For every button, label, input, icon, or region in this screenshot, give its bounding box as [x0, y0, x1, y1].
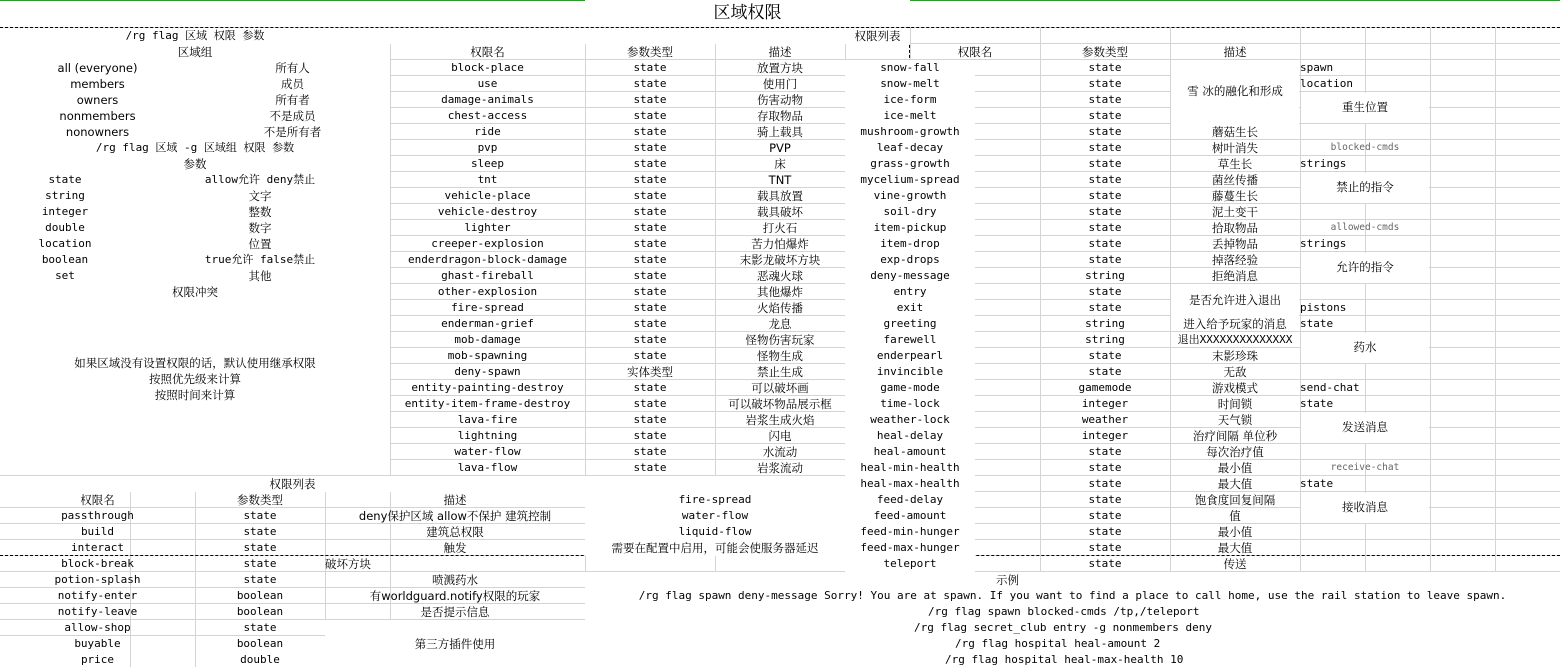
entry-desc: 是否允许进入退出 [1189, 293, 1281, 307]
flag-desc: 恶魂火球 [757, 269, 803, 283]
flag-desc: 草生长 [1217, 157, 1253, 171]
flag-type: state [633, 221, 667, 234]
flag-name: invincible [845, 364, 975, 380]
flag-name: interact [71, 541, 124, 554]
flag-name: damage-animals [441, 93, 534, 106]
flag-desc: 进入给予玩家的消息 [1183, 317, 1287, 331]
flag-name: lightning [457, 429, 518, 442]
flag-name: greeting [845, 316, 975, 332]
page-title: 区域权限 [713, 3, 782, 23]
flag-type: state [1300, 397, 1334, 410]
config-flag: water-flow [681, 509, 749, 522]
flag-name: ghast-fireball [441, 269, 534, 282]
flag-name: mob-damage [454, 333, 521, 346]
flag-type: state [1088, 301, 1122, 314]
flag-type: state [1088, 205, 1122, 218]
flag-name: fire-spread [451, 301, 524, 314]
flag-name: passthrough [61, 509, 134, 522]
flag-type: state [1300, 477, 1334, 490]
flag-name: price [80, 653, 115, 666]
flag-desc: 载具放置 [757, 189, 803, 203]
flag-desc: TNT [768, 173, 792, 187]
example-command: /rg flag hospital heal-amount 2 [955, 637, 1161, 650]
param-name: state [48, 173, 82, 186]
param-desc: true允许 false禁止 [204, 253, 316, 266]
flag-type: state [633, 93, 667, 106]
group-header: 区域组 [177, 45, 213, 59]
flag-name: enderpearl [845, 348, 975, 364]
flag-desc: 有worldguard.notify权限的玩家 [369, 589, 541, 603]
flag-name: farewell [845, 332, 975, 348]
param-desc: allow允许 deny禁止 [204, 173, 316, 186]
flag-desc: 苦力怕爆炸 [751, 237, 809, 251]
flag-type: location [1300, 77, 1353, 90]
flag-type: state [633, 253, 667, 266]
flag-type: boolean [236, 589, 284, 602]
flag-desc: 是否提示信息 [420, 605, 490, 619]
flag-type: state [633, 77, 667, 90]
flag-desc: 可以破坏画 [751, 381, 809, 395]
group-name: nonowners [65, 125, 130, 139]
col-header-desc: 描述 [1223, 45, 1247, 59]
flag-desc: deny保护区域 allow不保护 建筑控制 [358, 509, 552, 523]
flag-name: tnt [477, 173, 498, 186]
flag-type: state [1088, 125, 1122, 138]
flag-type: state [633, 413, 667, 426]
flag-desc: 火焰传播 [757, 301, 803, 315]
group-name: all (everyone) [57, 61, 138, 75]
flag-type: string [1085, 333, 1125, 346]
param-header: 参数 [183, 157, 207, 171]
param-name: double [45, 221, 85, 234]
config-flag: fire-spread [678, 493, 752, 506]
flag-name: leaf-decay [845, 140, 975, 156]
flag-desc: 蘑菇生长 [1212, 125, 1258, 139]
flag-desc: 禁止的指令 [1336, 180, 1394, 194]
flag-name: grass-growth [845, 156, 975, 172]
flag-type: state [1088, 157, 1122, 170]
flag-desc: 骑上载具 [757, 125, 803, 139]
flag-name: item-drop [845, 236, 975, 252]
flag-name: heal-amount [845, 444, 975, 460]
flag-desc: 允许的指令 [1336, 260, 1394, 274]
flag-desc: 接收消息 [1342, 500, 1388, 514]
flag-desc: 第三方插件使用 [414, 637, 496, 651]
flag-name: send-chat [1300, 381, 1360, 394]
flag-name: pistons [1300, 301, 1347, 314]
flag-type: boolean [236, 605, 284, 618]
flag-type: state [633, 141, 667, 154]
flag-desc: 破坏方块 [325, 557, 371, 571]
flag-name: notify-enter [57, 589, 138, 602]
flag-type: state [1088, 477, 1122, 490]
flag-name: allowed-cmds [1330, 222, 1400, 233]
flag-name: item-pickup [845, 220, 975, 236]
flag-desc: 传送 [1223, 557, 1247, 571]
flag-desc: 无敌 [1223, 365, 1247, 379]
param-name: integer [41, 205, 89, 218]
flag-name: deny-message [845, 268, 975, 284]
group-desc: 不是所有者 [263, 125, 322, 139]
flag-desc: PVP [769, 141, 791, 155]
flag-name: spawn [1300, 61, 1334, 74]
flag-name: game-mode [845, 380, 975, 396]
col-header-desc: 描述 [443, 493, 467, 507]
flag-name: sleep [470, 157, 505, 170]
flag-name: feed-amount [845, 508, 975, 524]
flag-desc: 最小值 [1217, 461, 1253, 475]
flag-type: state [243, 509, 277, 522]
flag-desc: 放置方块 [757, 61, 803, 75]
flag-type: state [243, 573, 277, 586]
flag-name: feed-delay [845, 492, 975, 508]
flag-name: buyable [74, 637, 121, 650]
flag-name: use [477, 77, 498, 90]
flag-desc: 值 [1229, 509, 1241, 523]
flag-desc: 触发 [443, 541, 467, 555]
flag-desc: 重生位置 [1342, 100, 1388, 114]
flag-name: entry [845, 284, 975, 300]
flag-name: weather-lock [845, 412, 975, 428]
flag-name: teleport [845, 556, 975, 572]
example-command: /rg flag hospital heal-max-health 10 [945, 653, 1184, 666]
flag-type: state [633, 173, 667, 186]
flag-name: lighter [464, 221, 511, 234]
flag-desc: 每次治疗值 [1206, 445, 1264, 459]
flag-type: state [633, 157, 667, 170]
flag-name: heal-delay [845, 428, 975, 444]
flag-desc: 其他爆炸 [757, 285, 803, 299]
flag-name: entity-item-frame-destroy [404, 397, 571, 410]
flag-command: /rg flag 区域 权限 参数 [125, 29, 265, 42]
flag-type: state [1088, 253, 1122, 266]
flag-desc: 载具破坏 [757, 205, 803, 219]
flag-desc: 存取物品 [757, 109, 803, 123]
group-name: owners [76, 93, 119, 107]
col-header-name: 权限名 [957, 45, 993, 59]
flag-name: vine-growth [845, 188, 975, 204]
flag-name: creeper-explosion [431, 237, 544, 250]
flag-desc: 最大值 [1217, 541, 1253, 555]
flag-type: state [633, 381, 667, 394]
flag-name: enderdragon-block-damage [408, 253, 567, 266]
flag-type: integer [1081, 429, 1129, 442]
flag-name: ice-melt [845, 108, 975, 124]
flag-type: state [1088, 493, 1122, 506]
conflict-rule: 如果区域没有设置权限的话，默认使用继承权限 [74, 356, 316, 370]
param-desc: 整数 [248, 205, 272, 219]
flag-type: double [240, 653, 280, 666]
flag-name: water-flow [454, 445, 521, 458]
flag-name: blocked-cmds [1330, 142, 1400, 153]
flag-name: notify-leave [57, 605, 138, 618]
flag-desc: 末影龙破坏方块 [739, 253, 821, 267]
flag-type: state [633, 429, 667, 442]
flag-type: state [1088, 189, 1122, 202]
flag-desc: 建筑总权限 [426, 525, 484, 539]
flag-type: state [1088, 541, 1122, 554]
flag-desc: 怪物生成 [757, 349, 803, 363]
flag-desc: 泥土变干 [1212, 205, 1258, 219]
flag-type: state [243, 621, 277, 634]
flag-type: strings [1300, 237, 1347, 250]
flag-type: boolean [236, 637, 284, 650]
flag-type: state [633, 317, 667, 330]
flag-type: state [1088, 445, 1122, 458]
flag-type: state [633, 445, 667, 458]
param-desc: 文字 [248, 189, 272, 203]
flag-name: feed-max-hunger [845, 540, 975, 556]
flag-type: state [1088, 61, 1122, 74]
conflict-header: 权限冲突 [172, 285, 218, 299]
flag-type: state [1300, 317, 1334, 330]
flag-type: state [1088, 173, 1122, 186]
flag-name: build [80, 525, 115, 538]
flag-type: state [1088, 237, 1122, 250]
conflict-rule: 按照时间来计算 [154, 388, 236, 402]
flag-type: state [633, 349, 667, 362]
flag-type: state [1088, 525, 1122, 538]
flag-desc: 发送消息 [1342, 420, 1388, 434]
flag-desc: 水流动 [762, 445, 798, 459]
flag-desc: 时间锁 [1217, 397, 1253, 411]
flag-type: state [1088, 349, 1122, 362]
group-name: members [70, 77, 125, 91]
flag-type: state [243, 541, 277, 554]
flag-desc: 丢掉物品 [1212, 237, 1258, 251]
param-desc: 数字 [248, 221, 272, 235]
flag-type: state [1088, 509, 1122, 522]
flag-name: mob-spawning [447, 349, 528, 362]
flag-desc: 药水 [1353, 340, 1377, 354]
flag-type: gamemode [1078, 381, 1132, 394]
flag-desc: 喷溅药水 [432, 573, 478, 587]
flag-name: entity-painting-destroy [411, 381, 564, 394]
config-note: 需要在配置中启用，可能会使服务器延迟 [611, 541, 819, 555]
flag-name: allow-shop [64, 621, 131, 634]
flag-desc: 怪物伤害玩家 [745, 333, 815, 347]
flag-name: block-place [451, 61, 524, 74]
param-name: boolean [41, 253, 89, 266]
group-desc: 不是成员 [269, 109, 316, 123]
flag-name: mushroom-growth [845, 124, 975, 140]
flag-type: state [633, 333, 667, 346]
param-name: string [45, 189, 85, 202]
flag-name: mycelium-spread [845, 172, 975, 188]
col-header-name: 权限名 [80, 493, 115, 507]
flag-name: exp-drops [845, 252, 975, 268]
flag-name: exit [845, 300, 975, 316]
param-desc: 位置 [248, 237, 272, 251]
flag-desc: 禁止生成 [757, 365, 803, 379]
flag-type: state [243, 525, 277, 538]
col-header-type: 参数类型 [627, 45, 673, 59]
col-header-type: 参数类型 [237, 493, 283, 507]
example-command: /rg flag spawn deny-message Sorry! You are at spawn. If you want to find a place to call home, use the rail station to leave spawn. [638, 589, 1507, 602]
flag-name: snow-fall [845, 60, 975, 76]
flag-type: state [1088, 365, 1122, 378]
flag-desc: 可以破坏物品展示框 [728, 397, 832, 411]
flag-desc: 游戏模式 [1212, 381, 1258, 395]
flag-type: state [633, 269, 667, 282]
flag-name: block-break [61, 557, 134, 570]
flag-desc: 末影珍珠 [1212, 349, 1258, 363]
flag-name: lava-flow [457, 461, 518, 474]
group-flag-command: /rg flag 区域 -g 区域组 权限 参数 [95, 141, 295, 154]
flag-name: snow-melt [845, 76, 975, 92]
flag-type: state [633, 461, 667, 474]
group-desc: 成员 [281, 77, 304, 91]
flag-name: receive-chat [1330, 462, 1400, 473]
flag-desc: 治疗间隔 单位秒 [1192, 429, 1278, 443]
flag-list-header-2: 权限列表 [269, 477, 316, 491]
flag-desc: 最小值 [1217, 525, 1253, 539]
example-command: /rg flag secret_club entry -g nonmembers deny [914, 621, 1213, 634]
col-header-name: 权限名 [470, 45, 505, 59]
flag-name: ride [474, 125, 501, 138]
flag-type: 实体类型 [627, 365, 673, 379]
flag-type: string [1085, 317, 1125, 330]
flag-desc: 床 [774, 157, 786, 171]
flag-desc: 使用门 [762, 77, 798, 91]
flag-desc: 掉落经验 [1212, 253, 1258, 267]
flag-type: state [633, 301, 667, 314]
examples-header: 示例 [996, 573, 1019, 587]
flag-desc: 闪电 [768, 429, 792, 443]
flag-desc: 最大值 [1217, 477, 1253, 491]
flag-desc: 岩浆流动 [757, 461, 803, 475]
flag-desc: 岩浆生成火焰 [745, 413, 815, 427]
param-name: location [38, 237, 92, 250]
flag-type: state [1088, 285, 1122, 298]
group-desc: 所有人 [275, 61, 310, 75]
flag-name: vehicle-destroy [437, 205, 538, 218]
flag-type: state [633, 205, 667, 218]
flag-type: state [1088, 557, 1122, 570]
flag-name: heal-min-health [845, 460, 975, 476]
flag-type: state [633, 189, 667, 202]
flag-desc: 饱食度回复间隔 [1194, 493, 1276, 507]
flag-desc: 菌丝传播 [1212, 173, 1258, 187]
flag-name: heal-max-health [845, 476, 975, 492]
flag-desc: 藤蔓生长 [1212, 189, 1258, 203]
col-header-desc: 描述 [768, 45, 792, 59]
grid-line [1495, 27, 1496, 667]
flag-name: chest-access [447, 109, 528, 122]
flag-type: state [1088, 221, 1122, 234]
flag-type: weather [1081, 413, 1129, 426]
flag-name: vehicle-place [444, 189, 531, 202]
flag-desc: 退出XXXXXXXXXXXXXX [1177, 333, 1293, 346]
flag-name: lava-fire [457, 413, 518, 426]
flag-type: state [1088, 109, 1122, 122]
flag-type: state [243, 557, 277, 570]
flag-desc: 打火石 [762, 221, 798, 235]
flag-type: state [633, 285, 667, 298]
flag-desc: 树叶消失 [1212, 141, 1258, 155]
flag-type: integer [1081, 397, 1129, 410]
flag-name: enderman-grief [441, 317, 534, 330]
flag-type: state [633, 237, 667, 250]
flag-name: deny-spawn [454, 365, 521, 378]
flag-type: string [1085, 269, 1125, 282]
param-desc: 其他 [248, 269, 272, 283]
flag-type: state [633, 61, 667, 74]
flag-desc: 拾取物品 [1212, 221, 1258, 235]
flag-name: feed-min-hunger [845, 524, 975, 540]
flag-type: state [1088, 141, 1122, 154]
flag-desc: 天气锁 [1217, 413, 1253, 427]
group-desc: 所有者 [275, 93, 310, 107]
flag-desc: 拒绝消息 [1212, 269, 1258, 283]
col-header-type: 参数类型 [1082, 45, 1128, 59]
flag-name: time-lock [845, 396, 975, 412]
flag-name: other-explosion [437, 285, 538, 298]
group-name: nonmembers [59, 109, 136, 123]
flag-type: strings [1300, 157, 1347, 170]
flag-name: pvp [477, 141, 498, 154]
flag-name: ice-form [845, 92, 975, 108]
grid-line [1430, 27, 1431, 667]
flag-desc: 龙息 [768, 317, 792, 331]
example-command: /rg flag spawn blocked-cmds /tp,/teleport [928, 605, 1200, 618]
flag-name: potion-splash [54, 573, 141, 586]
conflict-rule: 按照优先级来计算 [149, 372, 241, 386]
flag-name: soil-dry [845, 204, 975, 220]
flag-type: state [1088, 77, 1122, 90]
flag-desc: 伤害动物 [757, 93, 803, 107]
flag-list-header: 权限列表 [854, 29, 901, 43]
flag-type: state [1088, 93, 1122, 106]
snow-desc: 雪 冰的融化和形成 [1187, 84, 1283, 98]
param-name: set [55, 269, 75, 282]
flag-type: state [1088, 461, 1122, 474]
flag-type: state [633, 397, 667, 410]
flag-type: state [633, 125, 667, 138]
flag-type: state [633, 109, 667, 122]
config-flag: liquid-flow [678, 525, 752, 538]
